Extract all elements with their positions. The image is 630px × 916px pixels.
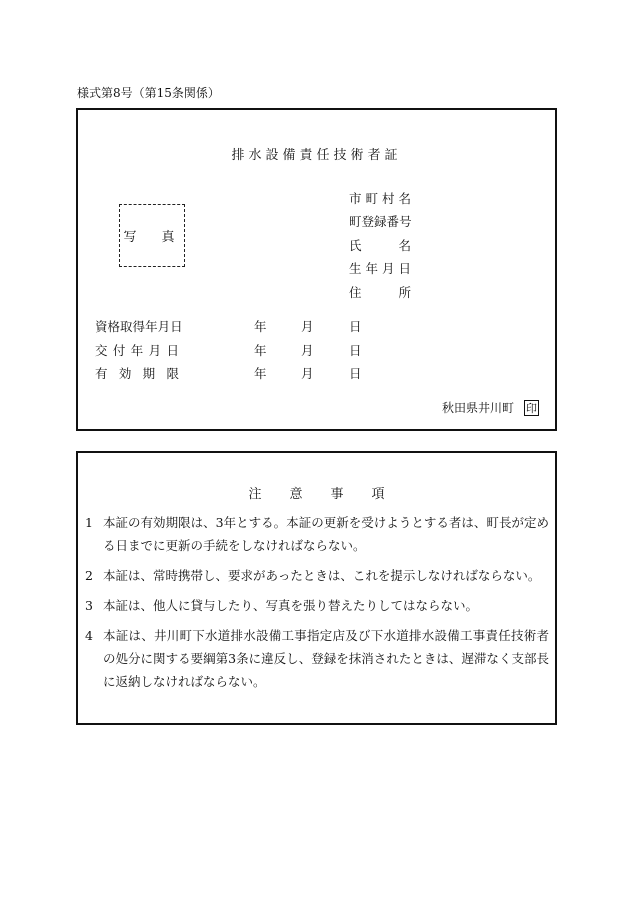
seal-mark: 印 (526, 401, 537, 415)
note-item (85, 564, 549, 587)
note-item (85, 594, 549, 617)
field-birth-date (349, 257, 411, 281)
notes-list (85, 511, 549, 700)
note-number: 4 (85, 628, 93, 643)
date-row-qualification (95, 313, 415, 337)
note-number: 3 (85, 598, 93, 613)
field-address (349, 280, 411, 304)
note-text: 本証は、他人に貸与したり、写真を張り替えたりしてはならない。 (103, 598, 479, 613)
day-label: 日 (349, 319, 362, 334)
year-label: 年 (254, 342, 267, 358)
photo-placeholder (119, 204, 185, 267)
date-row-issue (95, 337, 415, 361)
date-label: 交 付 年 月 日 (95, 342, 179, 358)
notes-title: 注意事項 (248, 487, 413, 502)
photo-label: 写 真 (123, 230, 181, 245)
note-number: 2 (85, 568, 93, 583)
note-text: 本証は、常時携帯し、要求があったときは、これを提示しなければならない。 (103, 568, 541, 583)
date-label: 有 効 期 限 (95, 366, 179, 381)
issuer (442, 399, 539, 416)
field-label: 生 年 月 日 (349, 261, 411, 277)
certificate-title: 排水設備責任技術者証 (231, 148, 402, 163)
issuer-name: 秋田県井川町 (441, 401, 514, 415)
date-label: 資 格 取 得 年 月 日 (95, 319, 183, 334)
holder-fields (349, 186, 411, 304)
note-item (85, 511, 549, 557)
field-label: 氏 名 (349, 237, 411, 253)
date-fields (95, 313, 415, 384)
note-text: 本証は、井川町下水道排水設備工事指定店及び下水道排水設備工事責任技術者の処分に関する要綱第3条に違反し、登録を抹消されたときは、遅滞なく支部長に返納しなければならない。 (103, 628, 549, 689)
year-label: 年 (254, 319, 267, 334)
note-item (85, 624, 549, 693)
form-number: 様式第8号（第15条関係） (77, 86, 220, 100)
day-label: 日 (349, 342, 362, 358)
year-label: 年 (254, 366, 267, 381)
certificate-card-back (76, 451, 557, 725)
note-number: 1 (85, 515, 93, 530)
field-label: 住 所 (349, 284, 411, 300)
field-label: 町 登 録 番 号 (349, 214, 412, 230)
date-row-expiry (95, 360, 415, 384)
field-municipality (349, 186, 411, 210)
month-label: 月 (301, 366, 314, 381)
field-label: 市 町 村 名 (349, 190, 411, 206)
field-name (349, 233, 411, 257)
month-label: 月 (301, 342, 314, 358)
month-label: 月 (301, 319, 314, 334)
note-text: 本証の有効期限は、3年とする。本証の更新を受けようとする者は、町長が定める日までに更新の手続をしなければならない。 (103, 515, 549, 553)
certificate-card-front (76, 108, 557, 431)
field-registration-number (349, 210, 411, 234)
day-label: 日 (349, 366, 362, 381)
